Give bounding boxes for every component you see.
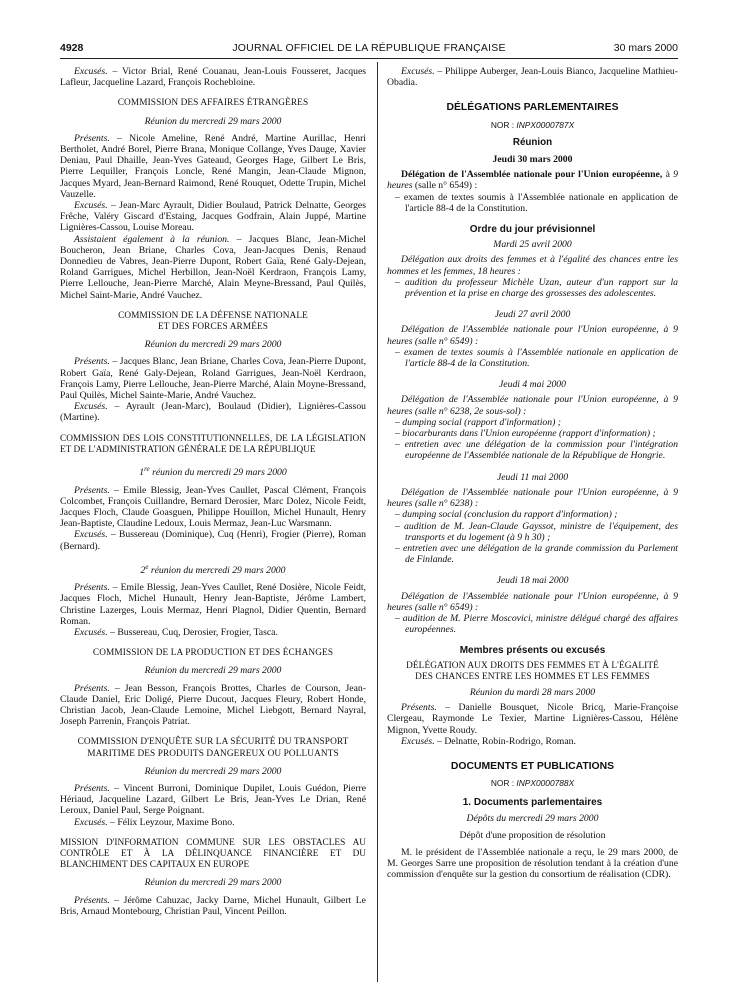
- agenda-item: – dumping social (conclusion du rapport d'information) ;: [395, 509, 618, 521]
- agenda-date: Jeudi 11 mai 2000: [496, 471, 569, 483]
- agenda-item: – examen de textes soumis à l'Assemblée nationale en application de l'article 88-4 de la Constitution.: [395, 346, 678, 370]
- depot-paragraph: M. le président de l'Assemblée nationale a reçu, le 29 mars 2000, de M. Georges Sarre une proposition de résolution tendant à la création d'une commission d'enquête sur la gestion du consortium de réalisation (CDR).: [387, 846, 678, 881]
- reunion-date: 1re réunion du mercredi 29 mars 2000: [139, 465, 287, 479]
- agenda-item: – audition de M. Jean-Claude Gayssot, ministre de l'équipement, des transports et du logement (à 9 h 30) ;: [395, 520, 678, 543]
- section-title-enquete-2: MARITIME DES PRODUITS DANGEREUX OU POLLUANTS: [87, 748, 339, 759]
- reunion-date: Réunion du mercredi 29 mars 2000: [144, 115, 282, 127]
- section-title-membres: Membres présents ou excusés: [459, 645, 606, 657]
- agenda-date: Jeudi 4 mai 2000: [499, 379, 566, 391]
- excuses-paragraph: Excusés. – Victor Brial, René Couanau, Jean-Louis Fousseret, Jacques Lafleur, Jacqueline Lazard, François Rochebloine.: [60, 66, 367, 89]
- section-title-defense: COMMISSION DE LA DÉFENSE NATIONALE: [118, 310, 308, 321]
- reunion-date: Réunion du mercredi 29 mars 2000: [144, 665, 282, 677]
- header-rule: [60, 58, 678, 59]
- presents-paragraph: Présents. – Jérôme Cahuzac, Jacky Darne, Michel Hunault, Gilbert Le Bris, Arnaud Montebourg, Christian Paul, Vincent Peillon.: [60, 894, 366, 917]
- delegation-title-2: DES CHANCES ENTRE LES HOMMES ET LES FEMMES: [415, 671, 650, 682]
- column-divider: [377, 62, 378, 982]
- delegation-line: Délégation de l'Assemblée nationale pour l'Union européenne, à 9 heures (salle n° 6238) :: [387, 486, 678, 510]
- presents-paragraph: Présents. – Nicole Ameline, René André, Martine Aurillac, Henri Bertholet, André Borel, Pierre Brana, Monique Collange, Yves Dauge, Xavier Deniau, Paul Dhaille, Jean-Yves Gateaud, Georges Hage, Gilbert Le Bris, Pierre Lequiller, François Loncle, René Mangin, Jean-Claude Mignon, Jacques Myard, Jean-Bernard Raimond, René Rouquet, Odette Trupin, Michel Vauzelle.: [60, 132, 366, 200]
- reunion-date: Réunion du mercredi 29 mars 2000: [144, 765, 282, 777]
- delegation-line: Délégation aux droits des femmes et à l'égalité des chances entre les hommes et les femmes, 18 heures :: [387, 254, 678, 277]
- section-title-lois: COMMISSION DES LOIS CONSTITUTIONNELLES, DE LA LÉGISLATION ET DE L'ADMINISTRATION GÉNÉRALE DE LA RÉPUBLIQUE: [60, 433, 366, 455]
- excuses-paragraph: Excusés. – Delnatte, Robin-Rodrigo, Roman.: [401, 735, 576, 747]
- excuses-paragraph: Excusés. – Bussereau (Dominique), Cuq (Henri), Frogier (Pierre), Roman (Bernard).: [60, 529, 367, 552]
- reunion-date: Réunion du mardi 28 mars 2000: [469, 686, 596, 698]
- agenda-item: – entretien avec une délégation de la grande commission du Parlement de Finlande.: [395, 542, 678, 566]
- excuses-paragraph: Excusés. – Jean-Marc Ayrault, Didier Boulaud, Patrick Delnatte, Georges Frêche, Valéry Giscard d'Estaing, Jacques Godfrain, Alain Juppé, Martine Lignières-Cassou, Louise Moreau.: [60, 200, 367, 234]
- section-title-documents: DOCUMENTS ET PUBLICATIONS: [450, 760, 615, 772]
- depot-heading: Dépôt d'une proposition de résolution: [459, 829, 606, 841]
- presents-paragraph: Présents. – Jean Besson, François Brottes, Charles de Courson, Jean-Claude Daniel, Eric Doligé, Pierre Ducout, Jacques Fleury, Robert Honde, Christian Jacob, Jean-Claude Lemoine, Michel Liebgott, Bernard Nayral, Joseph Parrenin, François Patriat.: [60, 682, 366, 728]
- agenda-date: Jeudi 27 avril 2000: [494, 309, 571, 321]
- agenda-item: – biocarburants dans l'Union européenne (rapport d'information) ;: [395, 428, 656, 440]
- section-title-ordre: Ordre du jour prévisionnel: [469, 224, 596, 236]
- page-header: [60, 42, 678, 58]
- section-title-enquete: COMMISSION D'ENQUÊTE SUR LA SÉCURITÉ DU TRANSPORT: [77, 737, 349, 748]
- presents-paragraph: Présents. – Vincent Burroni, Dominique Dupilet, Louis Guédon, Pierre Hériaud, Jacqueline Lazard, Gilbert Le Bris, Jean-Yves Le Drian, René Leroux, Daniel Paul, Serge Poignant.: [60, 783, 366, 817]
- page-number: 4928: [60, 42, 84, 54]
- subsection-title: 1. Documents parlementaires: [462, 797, 603, 809]
- reunion-date: Réunion du mercredi 29 mars 2000: [144, 877, 282, 889]
- excuses-paragraph: Excusés. – Philippe Auberger, Jean-Louis Bianco, Jacqueline Mathieu-Obadia.: [387, 66, 678, 89]
- agenda-item: – audition de M. Pierre Moscovici, ministre délégué chargé des affaires européennes.: [395, 612, 678, 636]
- agenda-item: – examen de textes soumis à l'Assemblée nationale en application de l'article 88-4 de la Constitution.: [395, 191, 678, 214]
- nor-reference: NOR : INPX0000787X: [490, 119, 575, 130]
- agenda-date: Jeudi 18 mai 2000: [496, 575, 569, 587]
- presents-paragraph: Présents. – Emile Blessig, Jean-Yves Caullet, René Dosière, Nicole Feidt, Jacques Floch, Michel Hunault, Henry Jean-Baptiste, Jérôme Lambert, Christine Lazerges, Louis Mermaz, Henri Plagnol, Didier Quentin, Bernard Roman.: [60, 582, 366, 627]
- nor-reference: NOR : INPX0000788X: [490, 778, 575, 789]
- excuses-paragraph: Excusés. – Félix Leyzour, Maxime Bono.: [74, 816, 235, 828]
- reunion-date: Réunion du mercredi 29 mars 2000: [144, 339, 282, 351]
- section-title-defense-2: ET DES FORCES ARMÉES: [157, 322, 269, 333]
- reunion-date: 2e réunion du mercredi 29 mars 2000: [140, 562, 286, 576]
- agenda-item: – audition du professeur Michèle Uzan, auteur d'un rapport sur la prévention et la prise en charge des grossesses des adolescentes.: [395, 276, 678, 300]
- section-title-etrangeres: COMMISSION DES AFFAIRES ÉTRANGÈRES: [117, 98, 309, 109]
- section-title-delegations: DÉLÉGATIONS PARLEMENTAIRES: [446, 102, 619, 114]
- delegation-line: Délégation de l'Assemblée nationale pour l'Union européenne, à 9 heures (salle n° 6549) :: [387, 590, 678, 613]
- depots-date: Dépôts du mercredi 29 mars 2000: [466, 812, 599, 824]
- presents-paragraph: Présents. – Danielle Bousquet, Nicole Bricq, Marie-Françoise Clergeau, Raymonde Le Texier, Martine Lignières-Cassou, Hélène Mignon, Yvette Roudy.: [387, 702, 678, 736]
- agenda-date: Mardi 25 avril 2000: [493, 239, 572, 251]
- section-title-production: COMMISSION DE LA PRODUCTION ET DES ÉCHANGES: [92, 648, 334, 659]
- presents-paragraph: Présents. – Jacques Blanc, Jean Briane, Charles Cova, Jean-Pierre Dupont, Robert Gaïa, René Galy-Dejean, Roland Garrigues, Jean-Noël Kerdraon, François Lamy, Pierre Lellouche, Jean-Pierre Marché, Alain Moyne-Bressand, Paul Quilès, Michel Sainte-Marie, André Vauchez.: [60, 356, 366, 402]
- excuses-paragraph: Excusés. – Ayrault (Jean-Marc), Boulaud (Didier), Lignières-Cassou (Martine).: [60, 401, 367, 424]
- reunion-heading: Réunion: [512, 136, 553, 148]
- right-column: [387, 66, 678, 881]
- delegation-line: Délégation de l'Assemblée nationale pour l'Union européenne, à 9 heures (salle n° 6238, 2e sous-sol) :: [387, 394, 678, 417]
- meeting-date: Jeudi 30 mars 2000: [492, 154, 573, 166]
- issue-date: 30 mars 2000: [613, 42, 678, 54]
- delegation-title: DÉLÉGATION AUX DROITS DES FEMMES ET À L'ÉGALITÉ: [406, 660, 659, 671]
- assistaient-paragraph: Assistaient également à la réunion. – Jacques Blanc, Jean-Michel Boucheron, Jean Briane, Charles Cova, Jean-Jacques Denis, Renaud Donnedieu de Vabres, Jean-Pierre Dupont, Robert Gaïa, René Galy-Dejean, Roland Garrigues, Michel Herbillon, Jean-Noël Kerdraon, François Lamy, Pierre Lellouche, Jean-Pierre Marché, Alain Meyne-Bressand, Paul Quilès, Michel Saint-Marie, André Vauchez.: [60, 233, 366, 301]
- presents-paragraph: Présents. – Emile Blessig, Jean-Yves Caullet, Pascal Clément, François Colcombet, François Cuillandre, Bernard Derosier, Marc Dolez, Nicole Feidt, Jacques Floch, Claude Goasguen, Philippe Houillon, Michel Hunault, Henry Jean-Baptiste, Claudine Ledoux, Louis Mermaz, Jean-Luc Warsmann.: [60, 484, 366, 530]
- delegation-line: Délégation de l'Assemblée nationale pour l'Union européenne, à 9 heures (salle n° 6549) :: [387, 324, 678, 347]
- section-title-mission: MISSION D'INFORMATION COMMUNE SUR LES OBSTACLES AU CONTRÔLE ET À LA DÉLINQUANCE FINANCIÈRE ET DU BLANCHIMENT DES CAPITAUX EN EUROPE: [60, 837, 366, 871]
- journal-title: JOURNAL OFFICIEL DE LA RÉPUBLIQUE FRANÇAISE: [232, 42, 506, 54]
- excuses-paragraph: Excusés. – Bussereau, Cuq, Derosier, Frogier, Tasca.: [74, 627, 278, 638]
- agenda-item: – entretien avec une délégation de la commission pour l'intégration européenne de l'Assemblée nationale de la République de Hongrie.: [395, 439, 678, 462]
- left-column: [60, 66, 366, 917]
- delegation-line: Délégation de l'Assemblée nationale pour l'Union européenne, à 9 heures (salle n° 6549) :: [387, 169, 679, 192]
- agenda-item: – dumping social (rapport d'information) ;: [395, 416, 561, 428]
